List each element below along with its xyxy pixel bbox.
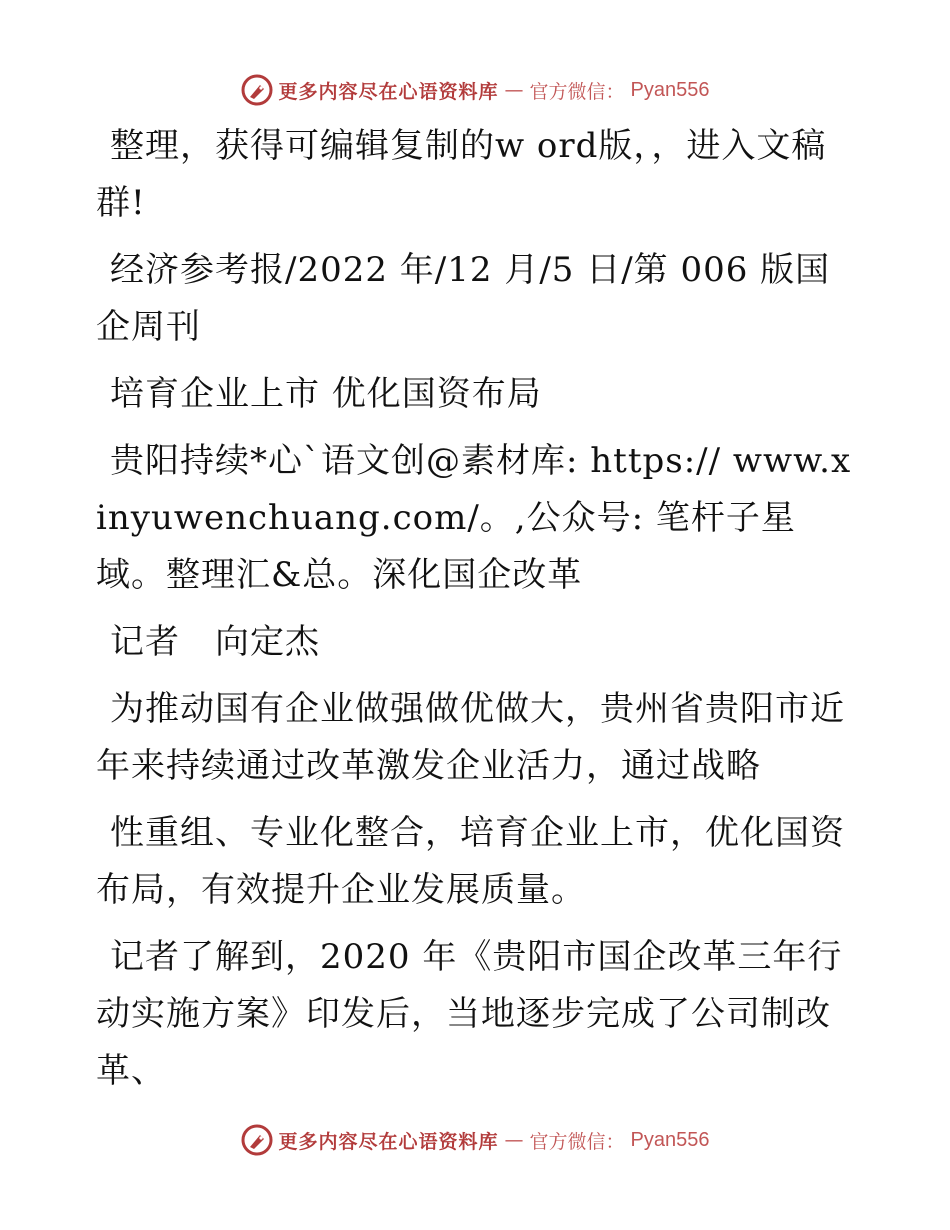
paragraph-body-3: 记者了解到，2020 年《贵阳市国企改革三年行动实施方案》印发后，当地逐步完成了公司制改革、 <box>96 937 843 1091</box>
banner-dash: — <box>504 1129 524 1151</box>
bottom-watermark-banner <box>0 1120 950 1160</box>
top-watermark-banner <box>0 70 950 110</box>
paragraph-body-2: 性重组、专业化整合，培育企业上市，优化国资布局，有效提升企业发展质量。 <box>96 813 845 910</box>
pen-nib-logo-icon <box>241 1124 273 1156</box>
banner-main-text: 更多内容尽在心语资料库 <box>278 1130 499 1153</box>
paragraph-body-1: 为推动国有企业做强做优做大，贵州省贵阳市近年来持续通过改革激发企业活力，通过战略 <box>96 689 845 786</box>
banner-group <box>241 1124 710 1156</box>
banner-wechat-id: Pyan556 <box>630 78 710 101</box>
document-body <box>96 118 856 1110</box>
banner-wechat-id: Pyan556 <box>630 1128 710 1151</box>
pen-nib-logo-icon <box>241 74 273 106</box>
article-title: 培育企业上市 优化国资布局 <box>110 374 542 414</box>
paragraph-intro: 整理，获得可编辑复制的w ord版，，进入文稿群! <box>96 126 827 223</box>
banner-sub-text: 官方微信： <box>529 1130 625 1153</box>
banner-sub-text: 官方微信： <box>529 80 625 103</box>
banner-group <box>241 74 710 106</box>
paragraph-reporter: 记者 向定杰 <box>110 622 320 662</box>
paragraph-subtitle: 贵阳持续*心`语文创@素材库: https:// www.xinyuwenchuang.com/。,公众号: 笔杆子星域。整理汇&总。深化国企改革 <box>96 441 852 595</box>
banner-main-text: 更多内容尽在心语资料库 <box>278 80 499 103</box>
paragraph-source: 经济参考报/2022 年/12 月/5 日/第 006 版国企周刊 <box>96 250 831 347</box>
banner-dash: — <box>504 79 524 101</box>
